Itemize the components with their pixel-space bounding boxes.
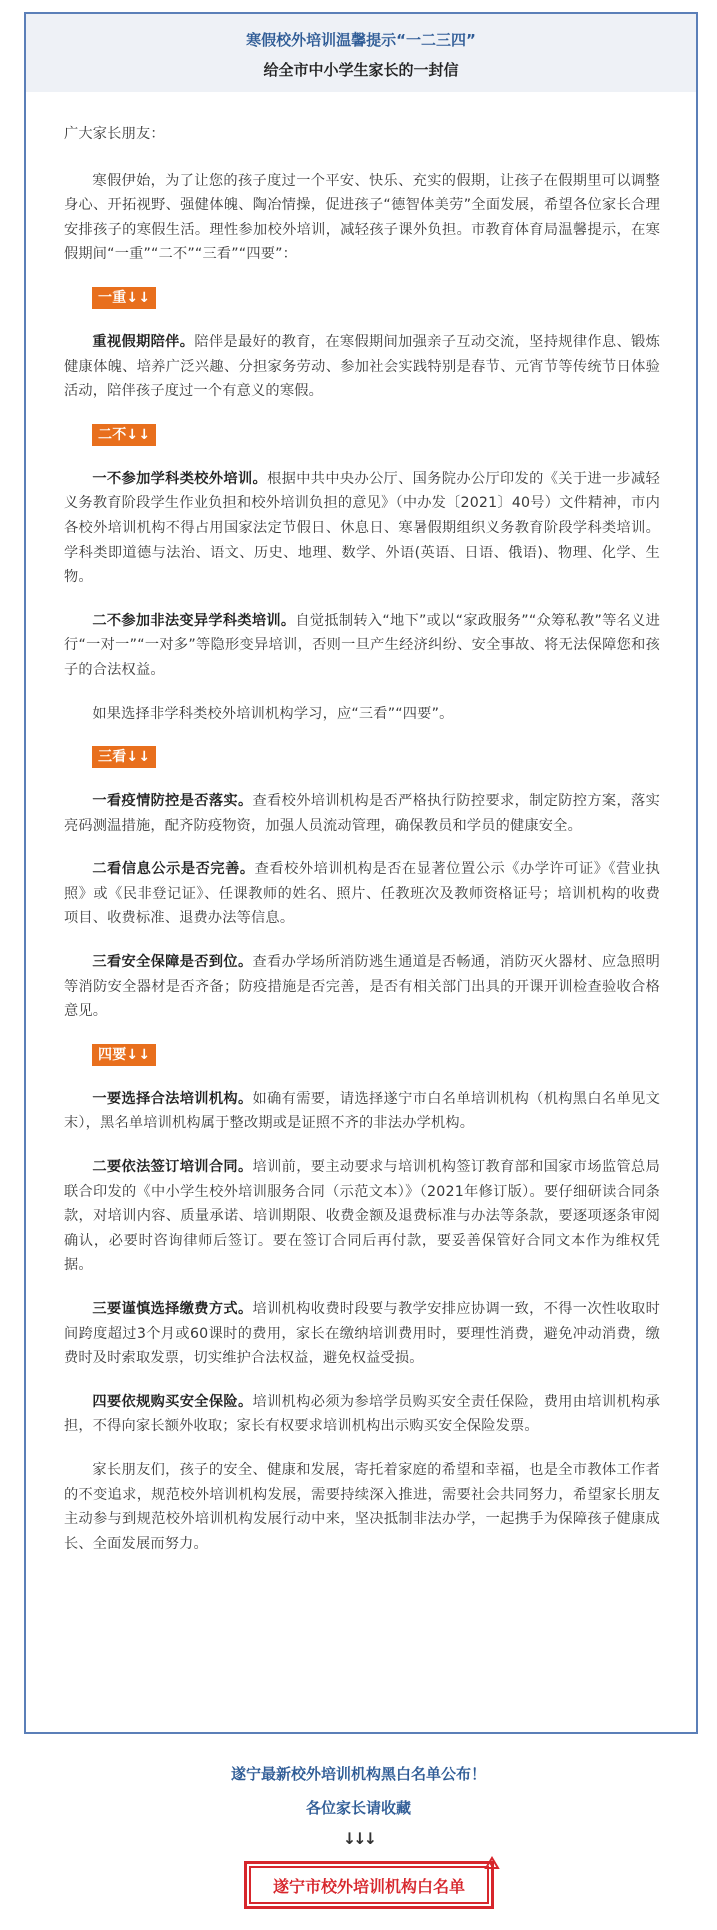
section-tag-yizhong: 一重↓↓ — [92, 287, 156, 309]
paragraph-sankan-2 — [64, 857, 660, 931]
item-text: 培训机构必须为参培学员购买安全责任保险，费用由培训机构承担，不得向家长额外收取；家长有权要求培训机构出示购买安全保险发票。 — [64, 1393, 660, 1435]
section-tag-erbu: 二不↓↓ — [92, 424, 156, 446]
item-heading: 二看信息公示是否完善。 — [92, 861, 255, 878]
item-text: 查看校外培训机构是否在显著位置公示《办学许可证》《营业执照》或《民非登记证》、任课教师的姓名、照片、任教班次及教师资格证号；培训机构的收费项目、收费标准、退费办法等信息。 — [64, 861, 660, 927]
item-text: 如确有需要，请选择遂宁市白名单培训机构（机构黑白名单见文末），黑名单培训机构属于整改期或是证照不齐的非法办学机构。 — [64, 1090, 660, 1132]
item-heading: 二要依法签订培训合同。 — [92, 1159, 253, 1176]
paragraph-siyao-4 — [64, 1390, 660, 1439]
item-heading: 重视假期陪伴。 — [92, 333, 195, 350]
letter-body — [26, 92, 696, 1556]
paragraph-siyao-1 — [64, 1087, 660, 1136]
item-text: 培训机构收费时段要与教学安排应协调一致，不得一次性收取时间跨度超过3个月或60课时的费用，家长在缴纳培训费用时，要理性消费，避免冲动消费，缴费时及时索取发票，切实维护合法权益，避免权益受损。 — [64, 1301, 660, 1367]
footer-announcement: 遂宁最新校外培训机构黑白名单公布！ — [230, 1765, 486, 1783]
section-tag-sankan: 三看↓↓ — [92, 746, 156, 768]
whitelist-button-label: 遂宁市校外培训机构白名单 — [272, 1876, 465, 1896]
item-text: 根据中共中央办公厅、国务院办公厅印发的《关于进一步减轻义务教育阶段学生作业负担和校外培训负担的意见》（中办发〔2021〕40号）文件精神，市内各校外培训机构不得占用国家法定节假日、休息日、寒暑假期组织义务教育阶段学科类培训。学科类即道德与法治、语文、历史、地理、数学、外语(英语、日语、俄语)、物理、化学、生物。 — [64, 470, 660, 586]
footer — [0, 1762, 717, 1850]
item-heading: 一看疫情防控是否落实。 — [92, 793, 253, 810]
paragraph-sankan-3 — [64, 950, 660, 1024]
item-text: 培训前，要主动要求与培训机构签订教育部和国家市场监管总局联合印发的《中小学生校外培训服务合同（示范文本）》（2021年修订版）。要仔细研读合同条款，对培训内容、质量承诺、培训期限、收费金额及退费标准与办法等条款，要逐项逐条审阅确认，必要时咨询律师后签订。要在签订合同后再付款，要妥善保管好合同文本作为维权凭据。 — [64, 1159, 660, 1274]
footer-save-hint: 各位家长请收藏 — [305, 1799, 411, 1817]
item-text: 陪伴是最好的教育，在寒假期间加强亲子互动交流，坚持规律作息、锻炼健康体魄、培养广泛兴趣、分担家务劳动、参加社会实践特别是春节、元宵节等传统节日体验活动，陪伴孩子度过一个有意义的寒假。 — [64, 333, 661, 400]
down-arrows-icon: ↓↓↓ — [342, 1829, 375, 1848]
whitelist-button[interactable] — [244, 1861, 494, 1909]
item-heading: 二不参加非法变异学科类培训。 — [92, 612, 296, 629]
intro-paragraph: 寒假伊始，为了让您的孩子度过一个平安、快乐、充实的假期，让孩子在假期里可以调整身心、开拓视野、强健体魄、陶冶情操，促进孩子“德智体美劳”全面发展，希望各位家长合理安排孩子的寒假生活。理性参加校外培训，减轻孩子课外负担。市教育体育局温馨提示，在寒假期间“一重”“二不”“三看”“四要”： — [64, 172, 660, 263]
paragraph-erbu-note: 如果选择非学科类校外培训机构学习，应“三看”“四要”。 — [92, 705, 454, 722]
sparkle-icon — [484, 1856, 500, 1870]
item-heading: 一要选择合法培训机构。 — [92, 1090, 253, 1107]
item-heading: 一不参加学科类校外培训。 — [92, 470, 268, 487]
paragraph-erbu-2 — [64, 609, 660, 683]
item-text: 查看办学场所消防逃生通道是否畅通，消防灭火器材、应急照明等消防安全器材是否齐备；防疫措施是否完善，是否有相关部门出具的开课开训检查验收合格意见。 — [64, 954, 660, 1020]
item-heading: 四要依规购买安全保险。 — [92, 1393, 253, 1410]
item-heading: 三看安全保障是否到位。 — [92, 954, 253, 971]
paragraph-yizhong-1 — [64, 330, 660, 404]
page-subtitle: 给全市中小学生家长的一封信 — [263, 61, 459, 79]
greeting: 广大家长朋友： — [64, 126, 165, 142]
paragraph-sankan-1 — [64, 789, 660, 838]
closing-paragraph: 家长朋友们，孩子的安全、健康和发展，寄托着家庭的希望和幸福，也是全市教体工作者的不变追求，规范校外培训机构发展，需要持续深入推进，需要社会共同努力，希望家长朋友主动参与到规范校外培训机构发展行动中来，坚决抵制非法办学，一起携手为保障孩子健康成长、全面发展而努力。 — [64, 1461, 660, 1552]
section-tag-siyao: 四要↓↓ — [92, 1044, 156, 1066]
item-text: 自觉抵制转入“地下”或以“家政服务”“众筹私教”等名义进行“一对一”“一对多”等隐形变异培训，否则一旦产生经济纠纷、安全事故、将无法保障您和孩子的合法权益。 — [64, 612, 660, 678]
item-text: 查看校外培训机构是否严格执行防控要求，制定防控方案，落实亮码测温措施，配齐防疫物资，加强人员流动管理，确保教员和学员的健康安全。 — [64, 793, 660, 834]
item-heading: 三要谨慎选择缴费方式。 — [92, 1301, 253, 1317]
paragraph-siyao-2 — [64, 1155, 660, 1278]
paragraph-erbu-1 — [64, 467, 660, 590]
letter-header — [26, 14, 696, 92]
paragraph-siyao-3 — [64, 1297, 660, 1371]
letter-card — [24, 12, 698, 1734]
page-title: 寒假校外培训温馨提示“一二三四” — [246, 31, 476, 49]
